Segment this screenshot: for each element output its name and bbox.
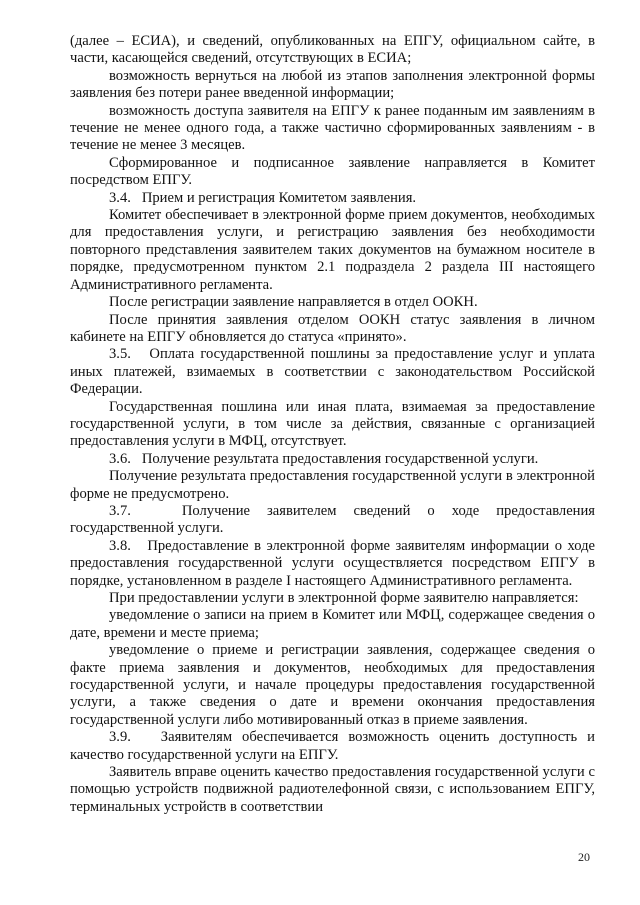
paragraph-appointment-notice: уведомление о записи на прием в Комитет или МФЦ, содержащее сведения о дате, времени и месте приема; [70, 607, 595, 641]
section-3-6-heading: 3.6. Получение результата предоставления государственной услуги. [109, 450, 539, 467]
paragraph-result-not-provided: Получение результата предоставления государственной услуги в электронной форме не предусмотрено. [70, 468, 595, 502]
page-number: 20 [578, 850, 590, 864]
paragraph-state-fee: Государственная пошлина или иная плата, взимаемая за предоставление государственной услуги, в том числе за действия, связанные с организацией предоставления услуги в МФЦ, отсутствует. [70, 398, 595, 450]
section-3-4-heading: 3.4. Прием и регистрация Комитетом заявления. [109, 189, 417, 206]
paragraph-access-applications: возможность доступа заявителя на ЕПГУ к ранее поданным им заявлениям в течение не менее одного года, а также частично сформированных заявлениям - в течение не менее 3 месяцев. [70, 102, 595, 154]
section-3-7-heading: 3.7. Получение заявителем сведений о ходе предоставления государственной услуги. [70, 502, 595, 537]
section-3-8-heading: 3.8. Предоставление в электронной форме заявителям информации о ходе предоставления государственной услуги осуществляется посредством ЕПГУ в порядке, установленном в разделе I настоящего Административного регламента. [70, 537, 595, 589]
section-3-9-heading: 3.9. Заявителям обеспечивается возможность оценить доступность и качество государственной услуги на ЕПГУ. [70, 729, 595, 763]
paragraph-notifications-intro: При предоставлении услуги в электронной форме заявителю направляется: [109, 590, 579, 606]
paragraph-status-accepted: После принятия заявления отделом ООКН статус заявления в личном кабинете на ЕПГУ обновляется до статуса «принято». [70, 311, 595, 345]
paragraph-quality-assessment: Заявитель вправе оценить качество предоставления государственной услуги с помощью устройств подвижной радиотелефонной связи, с использованием ЕПГУ, терминальных устройств в соответствии [70, 764, 595, 815]
section-3-5-heading: 3.5. Оплата государственной пошлины за предоставление услуг и уплата иных платежей, взимаемых в соответствии с законодательством Российской Федерации. [70, 346, 595, 398]
paragraph-continuation: (далее – ЕСИА), и сведений, опубликованных на ЕПГУ, официальном сайте, в части, касающейся сведений, отсутствующих в ЕСИА; [70, 33, 595, 67]
paragraph-receipt-notice: уведомление о приеме и регистрации заявления, содержащее сведения о факте приема заявления и документов, необходимых для предоставления государственной услуги, и начале процедуры предоставления государственной услуги, а также сведения о дате и времени окончания предоставления государственной услуги либо мотивированный отказ в приеме заявления. [70, 642, 595, 728]
paragraph-committee-receipt: Комитет обеспечивает в электронной форме прием документов, необходимых для предоставления услуги, и регистрацию заявления без необходимости повторного представления заявителем таких документов на бумажном носителе в порядке, предусмотренном пунктом 2.1 подраздела 2 раздела III настоящего Административного регламента. [70, 207, 595, 293]
document-body [70, 33, 595, 816]
paragraph-after-registration: После регистрации заявление направляется в отдел ООКН. [109, 294, 478, 311]
paragraph-return-to-step: возможность вернуться на любой из этапов заполнения электронной формы заявления без потери ранее введенной информации; [70, 67, 595, 102]
paragraph-signed-application: Сформированное и подписанное заявление направляется в Комитет посредством ЕПГУ. [70, 154, 595, 189]
